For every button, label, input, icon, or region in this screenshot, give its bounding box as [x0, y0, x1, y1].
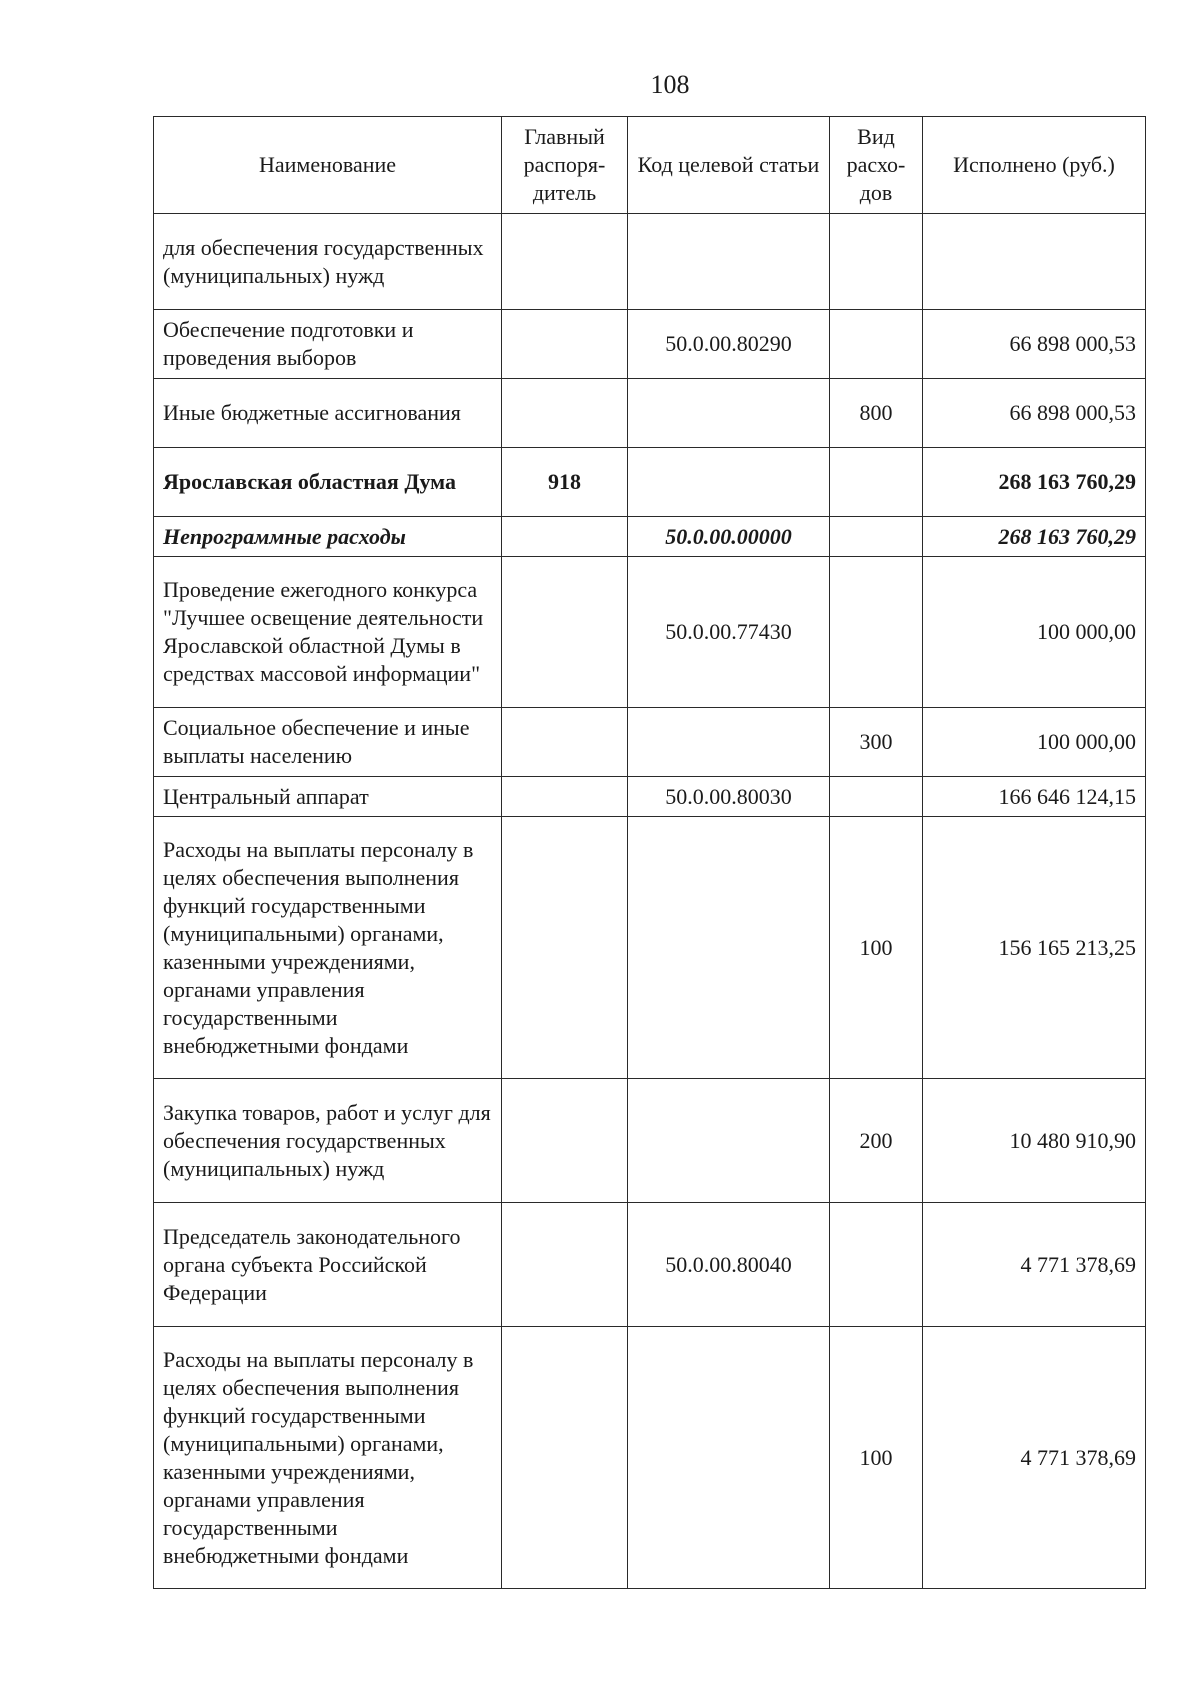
table-row — [154, 1203, 1146, 1327]
header-executed-amount: Исполнено (руб.) — [923, 117, 1146, 214]
table-row — [154, 310, 1146, 379]
cell-amount: 268 163 760,29 — [923, 517, 1146, 557]
cell-name: Председатель законодательного органа субъекта Российской Федерации — [154, 1203, 502, 1327]
cell-type — [830, 557, 923, 708]
cell-amount: 66 898 000,53 — [923, 310, 1146, 379]
cell-name: для обеспечения государственных (муниципальных) нужд — [154, 214, 502, 310]
cell-code: 50.0.00.77430 — [628, 557, 830, 708]
table-header-row — [154, 117, 1146, 214]
cell-code — [628, 708, 830, 777]
cell-amount: 4 771 378,69 — [923, 1327, 1146, 1589]
cell-type — [830, 214, 923, 310]
cell-admin — [502, 708, 628, 777]
cell-code — [628, 1079, 830, 1203]
table-row — [154, 214, 1146, 310]
cell-code — [628, 379, 830, 448]
cell-admin — [502, 557, 628, 708]
cell-amount: 66 898 000,53 — [923, 379, 1146, 448]
cell-name: Иные бюджетные ассигнования — [154, 379, 502, 448]
table-row — [154, 777, 1146, 817]
cell-amount: 156 165 213,25 — [923, 817, 1146, 1079]
cell-code: 50.0.00.80290 — [628, 310, 830, 379]
cell-name: Расходы на выплаты персоналу в целях обеспечения выполнения функций государственными (муниципальными) органами, казенными учреждениями, органами управления государственными внебюджетными фондами — [154, 817, 502, 1079]
cell-type: 200 — [830, 1079, 923, 1203]
table-row — [154, 708, 1146, 777]
cell-code: 50.0.00.80040 — [628, 1203, 830, 1327]
table-row — [154, 517, 1146, 557]
budget-table — [153, 116, 1146, 1589]
cell-code: 50.0.00.00000 — [628, 517, 830, 557]
cell-type — [830, 517, 923, 557]
cell-amount: 166 646 124,15 — [923, 777, 1146, 817]
cell-admin — [502, 214, 628, 310]
table-row — [154, 448, 1146, 517]
cell-type: 100 — [830, 817, 923, 1079]
cell-amount: 268 163 760,29 — [923, 448, 1146, 517]
header-name: Наименование — [154, 117, 502, 214]
cell-admin: 918 — [502, 448, 628, 517]
table-row — [154, 817, 1146, 1079]
cell-type — [830, 1203, 923, 1327]
cell-amount: 100 000,00 — [923, 708, 1146, 777]
table-row — [154, 557, 1146, 708]
cell-admin — [502, 777, 628, 817]
cell-admin — [502, 1079, 628, 1203]
cell-admin — [502, 1203, 628, 1327]
cell-code — [628, 214, 830, 310]
table-row — [154, 379, 1146, 448]
cell-name: Социальное обеспечение и иные выплаты населению — [154, 708, 502, 777]
cell-code — [628, 448, 830, 517]
cell-name: Расходы на выплаты персоналу в целях обеспечения выполнения функций государственными (муниципальными) органами, казенными учреждениями, органами управления государственными внебюджетными фондами — [154, 1327, 502, 1589]
table-row — [154, 1079, 1146, 1203]
cell-admin — [502, 310, 628, 379]
cell-amount — [923, 214, 1146, 310]
cell-type: 100 — [830, 1327, 923, 1589]
cell-admin — [502, 817, 628, 1079]
header-target-code: Код целевой статьи — [628, 117, 830, 214]
cell-type — [830, 310, 923, 379]
cell-admin — [502, 1327, 628, 1589]
cell-code — [628, 1327, 830, 1589]
cell-name: Ярославская областная Дума — [154, 448, 502, 517]
cell-name: Непрограммные расходы — [154, 517, 502, 557]
header-expense-type: Вид расхо-дов — [830, 117, 923, 214]
cell-type — [830, 448, 923, 517]
cell-admin — [502, 379, 628, 448]
cell-type: 300 — [830, 708, 923, 777]
cell-type — [830, 777, 923, 817]
cell-name: Центральный аппарат — [154, 777, 502, 817]
cell-code — [628, 817, 830, 1079]
cell-amount: 100 000,00 — [923, 557, 1146, 708]
page-number: 108 — [650, 70, 690, 99]
table-row — [154, 1327, 1146, 1589]
cell-amount: 10 480 910,90 — [923, 1079, 1146, 1203]
header-main-administrator: Главный распоря-дитель — [502, 117, 628, 214]
cell-name: Обеспечение подготовки и проведения выборов — [154, 310, 502, 379]
cell-code: 50.0.00.80030 — [628, 777, 830, 817]
cell-type: 800 — [830, 379, 923, 448]
cell-admin — [502, 517, 628, 557]
cell-name: Проведение ежегодного конкурса "Лучшее освещение деятельности Ярославской областной Думы в средствах массовой информации" — [154, 557, 502, 708]
cell-amount: 4 771 378,69 — [923, 1203, 1146, 1327]
cell-name: Закупка товаров, работ и услуг для обеспечения государственных (муниципальных) нужд — [154, 1079, 502, 1203]
